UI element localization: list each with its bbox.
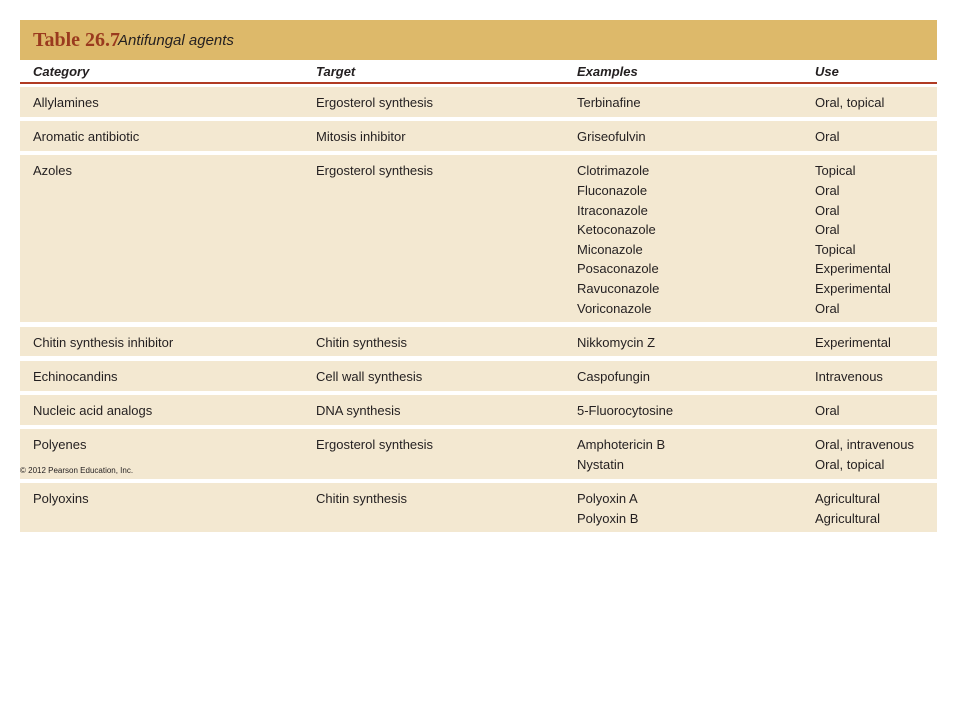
cell-examples-line: Miconazole [577,241,643,257]
cell-category: Chitin synthesis inhibitor [33,334,174,350]
cell-use [815,127,840,147]
table-title-bar [20,20,937,60]
table-number: Table 26.7 [33,29,121,51]
cell-examples [577,93,641,113]
cell-category: Aromatic antibiotic [33,129,140,145]
cell-examples-line: Amphotericin B [577,437,666,453]
cell-target: DNA synthesis [316,403,401,419]
cell-examples-line: Polyoxin A [577,491,638,507]
cell-examples-line: Nikkomycin Z [577,334,656,350]
cell-examples-line: Caspofungin [577,369,650,384]
cell-category: Azoles [33,163,73,179]
cell-category: Polyoxins [33,491,89,507]
cell-use [815,93,884,113]
cell-target: Chitin synthesis [316,334,408,350]
cell-use [815,333,891,353]
cell-examples-line: Nystatin [577,456,624,472]
cell-use-line: Oral [815,300,840,316]
cell-examples-line: Polyoxin B [577,510,639,526]
table-row [20,361,937,391]
table-row [20,87,937,117]
cell-examples-line: Fluconazole [577,182,648,198]
cell-use [815,435,914,474]
cell-category: Allylamines [33,95,99,110]
cell-examples-line: Itraconazole [577,202,648,218]
cell-use-line: Oral [815,202,840,218]
cell-target: Chitin synthesis [316,491,408,507]
cell-use-line: Oral [815,129,840,145]
table-row [20,429,937,478]
cell-use-line: Agricultural [815,510,881,526]
cell-examples [577,161,659,318]
cell-use-line: Topical [815,163,856,179]
cell-category: Nucleic acid analogs [33,403,153,419]
cell-examples-line: Clotrimazole [577,163,650,179]
table-row [20,155,937,322]
cell-use-line: Oral, intravenous [815,437,914,453]
cell-examples [577,401,673,421]
cell-category: Polyenes [33,437,87,453]
table-row [20,395,937,425]
header-rule [20,82,937,84]
cell-examples [577,127,646,147]
cell-examples [577,367,650,387]
cell-use-line: Oral, topical [815,456,885,472]
cell-use-line: Experimental [815,280,891,296]
cell-use [815,489,880,528]
cell-target: Mitosis inhibitor [316,129,406,145]
column-header-target: Target [316,64,356,79]
cell-use-line: Experimental [815,334,891,350]
column-header-examples: Examples [577,64,638,79]
cell-target: Ergosterol synthesis [316,437,434,453]
cell-examples [577,489,638,528]
cell-examples-line: Ketoconazole [577,222,656,238]
table-title: Antifungal agents [118,32,234,49]
cell-use-line: Oral [815,222,840,238]
cell-category: Echinocandins [33,369,118,384]
cell-use-line: Intravenous [815,369,883,384]
cell-use-line: Oral, topical [815,95,885,110]
column-header-category: Category [33,64,90,79]
cell-target: Ergosterol synthesis [316,95,434,110]
cell-use [815,367,883,387]
cell-use-line: Oral [815,182,840,198]
cell-examples-line: Griseofulvin [577,129,646,145]
cell-examples [577,435,665,474]
table-row [20,121,937,151]
cell-use-line: Agricultural [815,491,881,507]
cell-examples-line: Terbinafine [577,95,641,110]
cell-use-line: Experimental [815,261,891,277]
cell-target: Cell wall synthesis [316,369,423,384]
table-row [20,483,937,532]
cell-examples-line: Voriconazole [577,300,652,316]
cell-use [815,161,891,318]
cell-use-line: Oral [815,403,840,419]
cell-examples-line: Ravuconazole [577,280,660,296]
column-header-use: Use [815,64,839,79]
cell-use [815,401,840,421]
cell-examples-line: Posaconazole [577,261,659,277]
table-row [20,327,937,357]
cell-target: Ergosterol synthesis [316,163,434,179]
cell-examples [577,333,655,353]
cell-examples-line: 5-Fluorocytosine [577,403,674,419]
copyright-credit: © 2012 Pearson Education, Inc. [20,466,134,475]
cell-use-line: Topical [815,241,856,257]
